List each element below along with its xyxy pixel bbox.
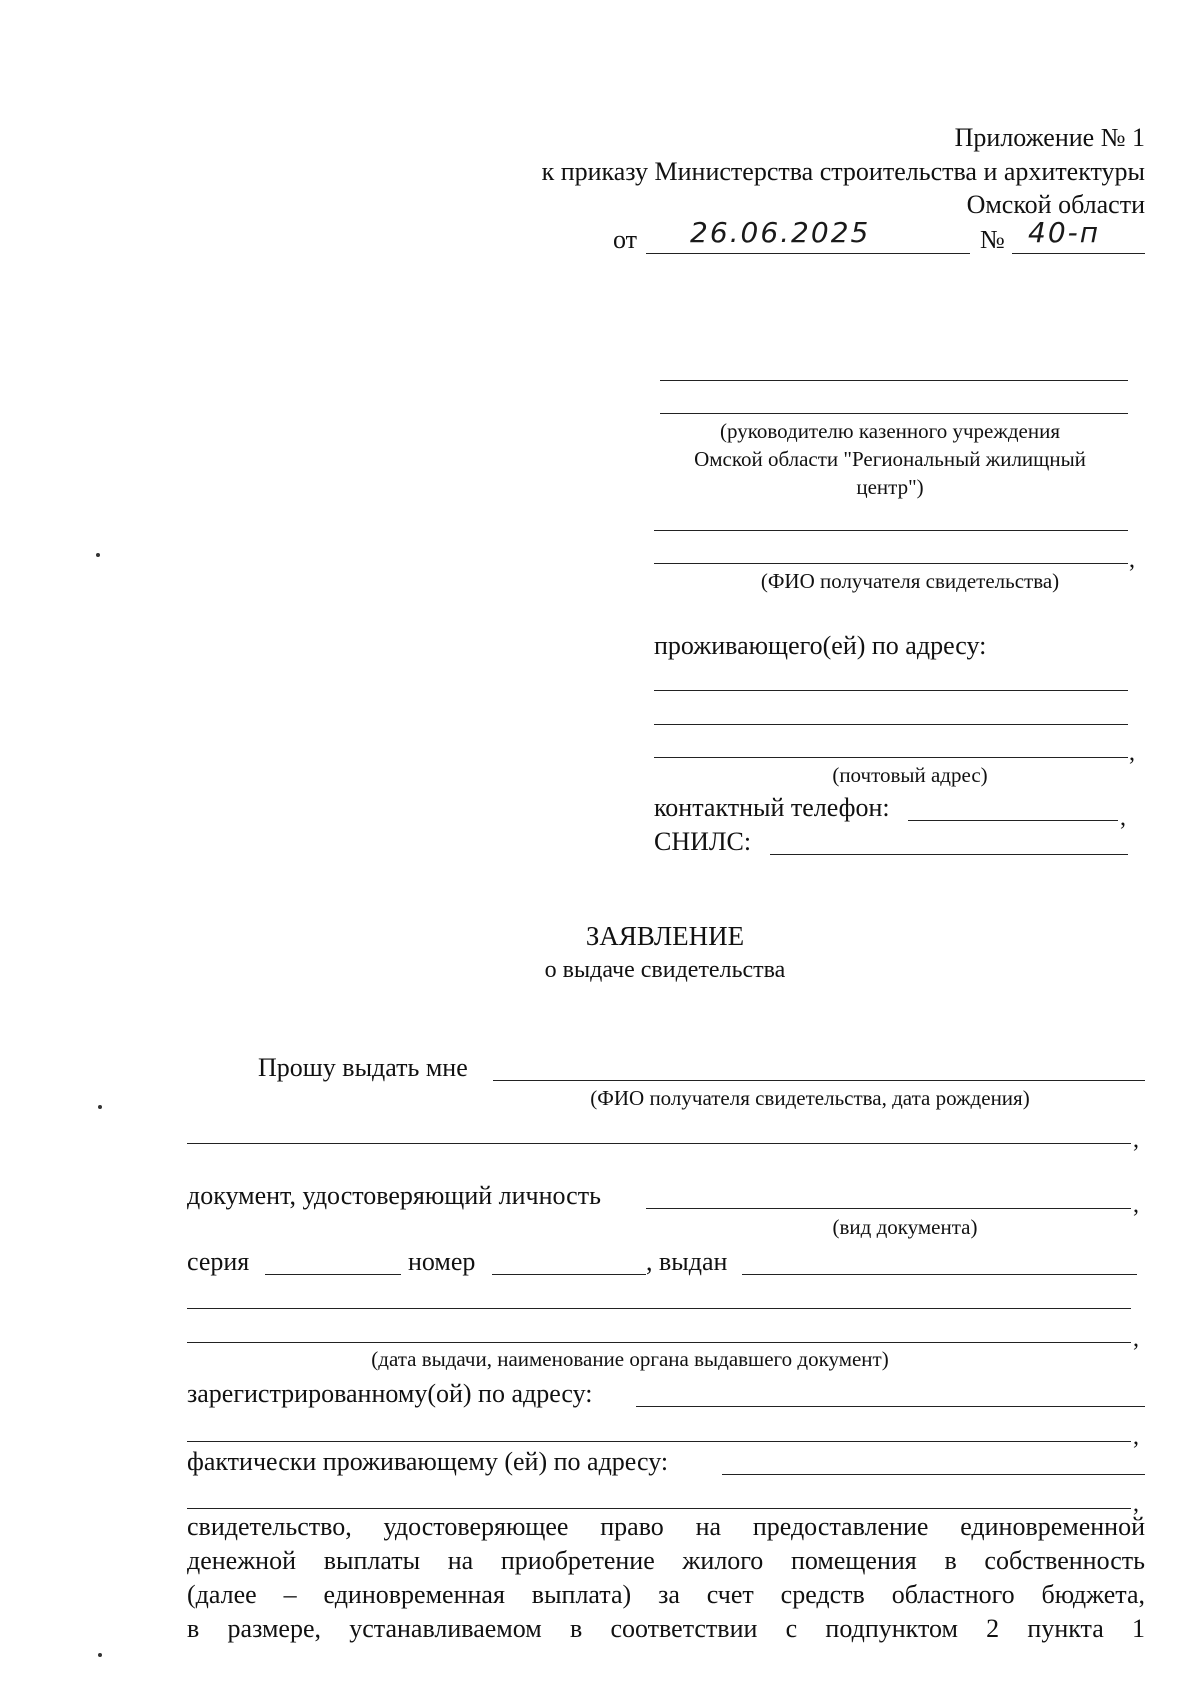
fio-caption: (ФИО получателя свидетельства) xyxy=(760,569,1060,593)
registered-comma: , xyxy=(1133,1424,1139,1450)
fio-comma: , xyxy=(1129,547,1135,573)
postal-line-2 xyxy=(654,724,1128,725)
phone-comma: , xyxy=(1120,805,1126,831)
phone-underline xyxy=(908,820,1118,821)
issued-line-2 xyxy=(187,1308,1131,1309)
date-handwritten: 26.06.2025 xyxy=(690,216,871,249)
scan-dot xyxy=(98,1653,102,1657)
request-comma: , xyxy=(1133,1127,1139,1153)
paragraph-line-1: свидетельство, удостоверяющее право на предоставление единовременной xyxy=(187,1512,1145,1541)
addressee-line-1 xyxy=(660,380,1128,381)
registered-label: зарегистрированному(ой) по адресу: xyxy=(187,1379,593,1408)
postal-line-1 xyxy=(654,690,1128,691)
registered-line-2 xyxy=(187,1441,1131,1442)
actual-underline xyxy=(722,1474,1145,1475)
actual-label: фактически проживающему (ей) по адресу: xyxy=(187,1447,669,1476)
issued-underline xyxy=(742,1274,1137,1275)
number-field-label: номер xyxy=(408,1247,476,1276)
addressee-line-2 xyxy=(660,413,1128,414)
order-reference: к приказу Министерства строительства и архитектуры xyxy=(541,157,1145,186)
date-underline xyxy=(646,253,970,254)
issued-label: , выдан xyxy=(646,1247,728,1276)
order-region: Омской области xyxy=(966,190,1145,219)
postal-line-3 xyxy=(654,757,1128,758)
addressee-caption-2: Омской области "Региональный жилищный xyxy=(694,447,1086,471)
issued-line-3 xyxy=(187,1342,1131,1343)
document-title: ЗАЯВЛЕНИЕ xyxy=(585,921,745,951)
postal-caption: (почтовый адрес) xyxy=(832,763,988,787)
addressee-caption-3: центр") xyxy=(856,475,924,499)
id-doc-label: документ, удостоверяющий личность xyxy=(187,1181,601,1210)
registered-underline xyxy=(636,1406,1145,1407)
fio-line-1 xyxy=(654,530,1128,531)
id-doc-underline xyxy=(646,1208,1131,1209)
series-label: серия xyxy=(187,1247,250,1276)
number-handwritten: 40-п xyxy=(1028,216,1101,249)
snils-underline xyxy=(770,854,1128,855)
doc-type-caption: (вид документа) xyxy=(832,1215,978,1239)
number-field-underline xyxy=(492,1274,646,1275)
actual-comma: , xyxy=(1133,1491,1139,1517)
paragraph-line-3: (далее – единовременная выплата) за счет средств областного бюджета, xyxy=(187,1580,1145,1609)
phone-label: контактный телефон: xyxy=(654,793,890,822)
request-underline xyxy=(493,1080,1145,1081)
request-caption: (ФИО получателя свидетельства, дата рождения) xyxy=(590,1086,1030,1110)
paragraph-line-2: денежной выплаты на приобретение жилого помещения в собственность xyxy=(187,1546,1145,1575)
scan-dot xyxy=(98,1105,102,1109)
residing-label: проживающего(ей) по адресу: xyxy=(654,631,987,660)
snils-label: СНИЛС: xyxy=(654,827,752,856)
request-label: Прошу выдать мне xyxy=(258,1053,468,1082)
request-line-2 xyxy=(187,1143,1131,1144)
issued-comma: , xyxy=(1133,1326,1139,1352)
actual-line-2 xyxy=(187,1508,1131,1509)
postal-comma: , xyxy=(1129,740,1135,766)
fio-line-2 xyxy=(654,563,1128,564)
paragraph-line-4: в размере, устанавливаемом в соответствии с подпунктом 2 пункта 1 xyxy=(187,1614,1145,1643)
issue-caption: (дата выдачи, наименование органа выдавшего документ) xyxy=(371,1347,889,1371)
number-label: № xyxy=(980,225,1005,254)
scan-dot xyxy=(96,553,100,557)
series-underline xyxy=(265,1274,401,1275)
addressee-caption-1: (руководителю казенного учреждения xyxy=(719,419,1061,443)
document-subtitle: о выдаче свидетельства xyxy=(544,957,786,983)
appendix-title: Приложение № 1 xyxy=(954,123,1145,152)
number-underline xyxy=(1012,253,1145,254)
id-doc-comma: , xyxy=(1133,1192,1139,1218)
date-label: от xyxy=(613,225,638,254)
